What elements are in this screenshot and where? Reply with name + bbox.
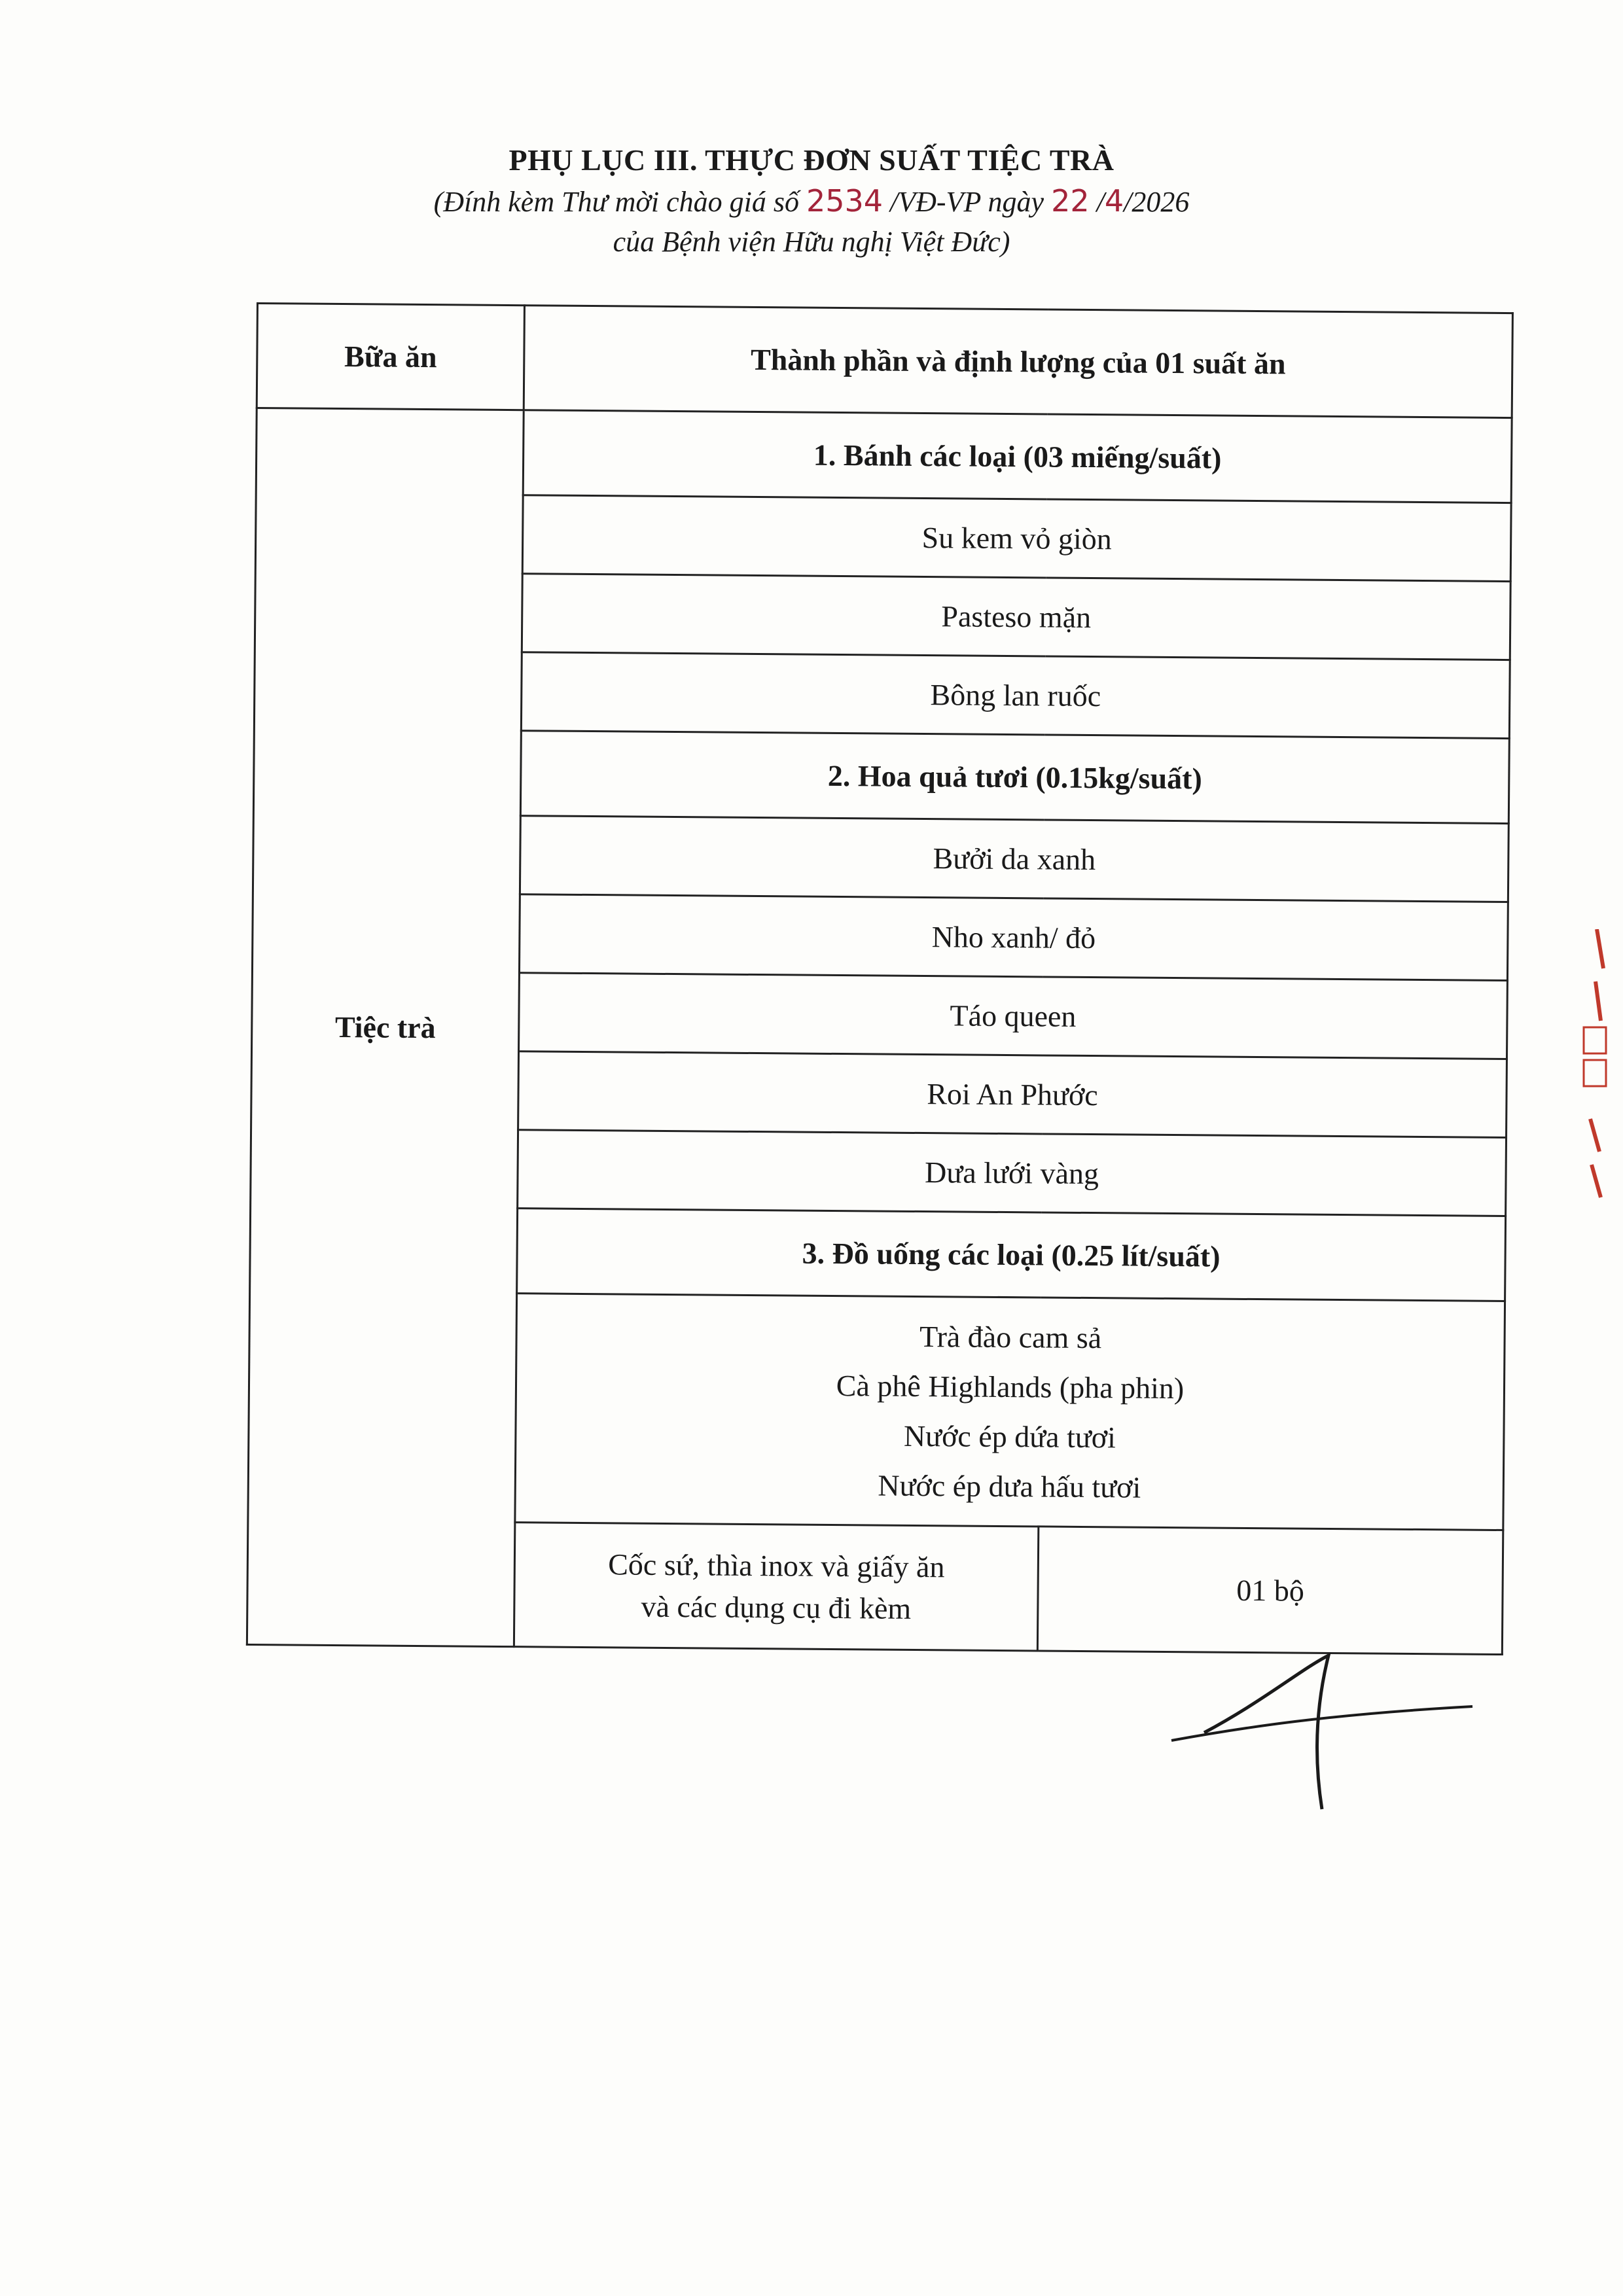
signature-mark: [1165, 1649, 1479, 1819]
drink-item: Nước ép dưa hấu tươi: [878, 1468, 1141, 1504]
utensils-description: [514, 1523, 1038, 1651]
fruit-item: Táo queen: [519, 973, 1508, 1059]
section-title-cakes: 1. Bánh các loại (03 miếng/suất): [523, 410, 1512, 503]
attachment-line: [0, 183, 1623, 219]
utensils-line: Cốc sứ, thìa inox và giấy ăn: [608, 1547, 945, 1583]
fruit-item: Dưa lưới vàng: [518, 1130, 1507, 1216]
table-header-row: [257, 304, 1512, 418]
fruit-item: Nho xanh/ đỏ: [519, 894, 1508, 981]
attachment-mid: /VĐ-VP ngày: [883, 186, 1052, 218]
cake-item: Pasteso mặn: [522, 574, 1510, 660]
utensils-line: và các dụng cụ đi kèm: [641, 1589, 912, 1625]
handwritten-month: 4: [1104, 183, 1124, 219]
menu-table: [246, 302, 1514, 1655]
section-title-fruits: 2. Hoa quả tươi (0.15kg/suất): [520, 731, 1509, 824]
drink-item: Cà phê Highlands (pha phin): [836, 1368, 1185, 1405]
drinks-list: [515, 1294, 1505, 1530]
section-title-drinks: 3. Đồ uống các loại (0.25 lít/suất): [517, 1209, 1506, 1301]
stamp-edge-mark: [1577, 929, 1616, 1204]
cake-item: Su kem vỏ giòn: [522, 495, 1511, 582]
drink-item: Nước ép dứa tươi: [903, 1419, 1116, 1454]
handwritten-letter-number: 2534: [806, 183, 883, 219]
cake-item: Bông lan ruốc: [521, 652, 1510, 739]
year: /2026: [1124, 186, 1190, 218]
header-components: Thành phần và định lượng của 01 suất ăn: [524, 306, 1512, 418]
document-title: PHỤ LỤC III. THỰC ĐƠN SUẤT TIỆC TRÀ: [508, 143, 1115, 177]
attachment-prefix: (Đính kèm Thư mời chào giá số: [433, 186, 806, 218]
handwritten-day: 22: [1051, 183, 1090, 219]
drink-item: Trà đào cam sả: [919, 1319, 1102, 1354]
utensils-quantity: 01 bộ: [1037, 1527, 1503, 1655]
issuer-line: của Bệnh viện Hữu nghị Việt Đức): [613, 226, 1010, 258]
fruit-item: Roi An Phước: [518, 1051, 1507, 1138]
month-separator: /: [1089, 186, 1105, 218]
section-row-cakes: [256, 408, 1512, 503]
meal-cell: Tiệc trà: [247, 408, 524, 1647]
fruit-item: Bưởi da xanh: [520, 816, 1508, 902]
header-meal: Bữa ăn: [257, 304, 524, 410]
